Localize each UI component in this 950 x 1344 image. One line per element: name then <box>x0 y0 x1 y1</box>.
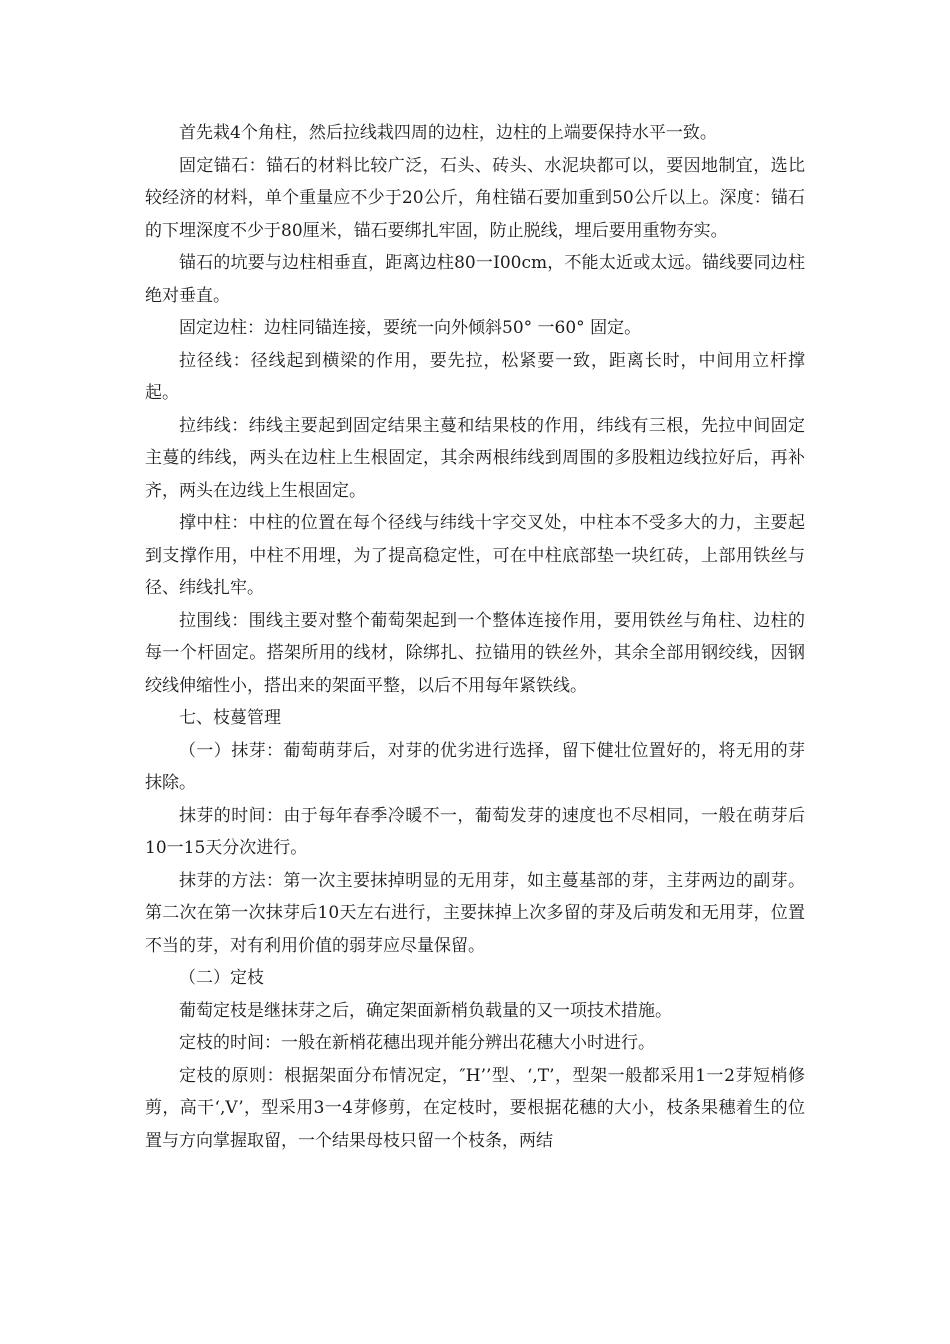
paragraph-radial-wire: 拉径线：径线起到横梁的作用，要先拉，松紧要一致，距离长时，中间用立杆撑起。 <box>145 350 805 403</box>
paragraph-shoot-selection-intro: 葡萄定枝是继抹芽之后，确定架面新梢负载量的又一项技术措施。 <box>179 1000 672 1021</box>
paragraph-perimeter-wire: 拉围线：围线主要对整个葡萄架起到一个整体连接作用，要用铁丝与角柱、边柱的每一个杆固定。搭架所用的线材，除绑扎、拉锚用的铁丝外，其余全部用钢绞线，因钢绞线伸缩性小，搭出来的架面平整，以后不用每年紧铁线。 <box>145 610 805 696</box>
paragraph-anchor-stone: 固定锚石：锚石的材料比较广泛，石头、砖头、水泥块都可以，要因地制宜，选比较经济的材料，单个重量应不少于20公斤，角柱锚石要加重到50公斤以上。深度：锚石的下埋深度不少于80厘米，锚石要绑扎牢固，防止脱线，埋后要用重物夯实。 <box>145 155 805 241</box>
paragraph-anchor-pit: 锚石的坑要与边柱相垂直，距离边柱80一I00cm，不能太近或太远。锚线要同边柱绝对垂直。 <box>145 253 805 306</box>
paragraph-middle-posts: 撑中柱：中柱的位置在每个径线与纬线十字交叉处，中柱本不受多大的力，主要起到支撑作用，中柱不用埋，为了提高稳定性，可在中柱底部垫一块红砖，上部用铁丝与径、纬线扎牢。 <box>145 513 805 598</box>
paragraph-shoot-selection-timing: 定枝的时间：一般在新梢花穗出现并能分辨出花穗大小时进行。 <box>179 1033 655 1053</box>
paragraph-weft-wire: 拉纬线：纬线主要起到固定结果主蔓和结果枝的作用，纬线有三根，先拉中间固定主蔓的纬线，两头在边柱上生根固定，其余两根纬线到周围的多股粗边线拉好后，再补齐，两头在边线上生根固定。 <box>145 415 805 501</box>
paragraph-bud-removal-method: 抹芽的方法：第一次主要抹掉明显的无用芽，如主蔓基部的芽，主芽两边的副芽。第二次在第一次抹芽后10天左右进行，主要抹掉上次多留的芽及后萌发和无用芽，位置不当的芽，对有利用价值的弱芽应尽量保留。 <box>145 870 805 956</box>
paragraph-shoot-selection-principle: 定枝的原则：根据架面分布情况定，″H’’型、‘,T’，型架一般都采用1一2芽短梢修剪，高干‘,V’，型采用3一4芽修剪，在定枝时，要根据花穗的大小，枝条果穗着生的位置与方向掌握取留，一个结果母枝只留一个枝条，两结 <box>145 1065 805 1151</box>
paragraph-bud-removal-timing: 抹芽的时间：由于每年春季冷暖不一，葡萄发芽的速度也不尽相同，一般在萌芽后10一15天分次进行。 <box>145 805 805 858</box>
section-heading-vine-management: 七、枝蔓管理 <box>179 708 281 728</box>
paragraph-bud-removal: （一）抹芽：葡萄萌芽后，对芽的优劣进行选择，留下健壮位置好的，将无用的芽抹除。 <box>145 740 805 793</box>
paragraph-corner-posts: 首先栽4个角柱，然后拉线栽四周的边柱，边柱的上端要保持水平一致。 <box>179 123 717 143</box>
subsection-heading-shoot-selection: （二）定枝 <box>179 968 264 988</box>
document-body <box>145 117 805 1157</box>
paragraph-side-posts: 固定边柱：边柱同锚连接，要统一向外倾斜50° 一60° 固定。 <box>179 318 642 338</box>
